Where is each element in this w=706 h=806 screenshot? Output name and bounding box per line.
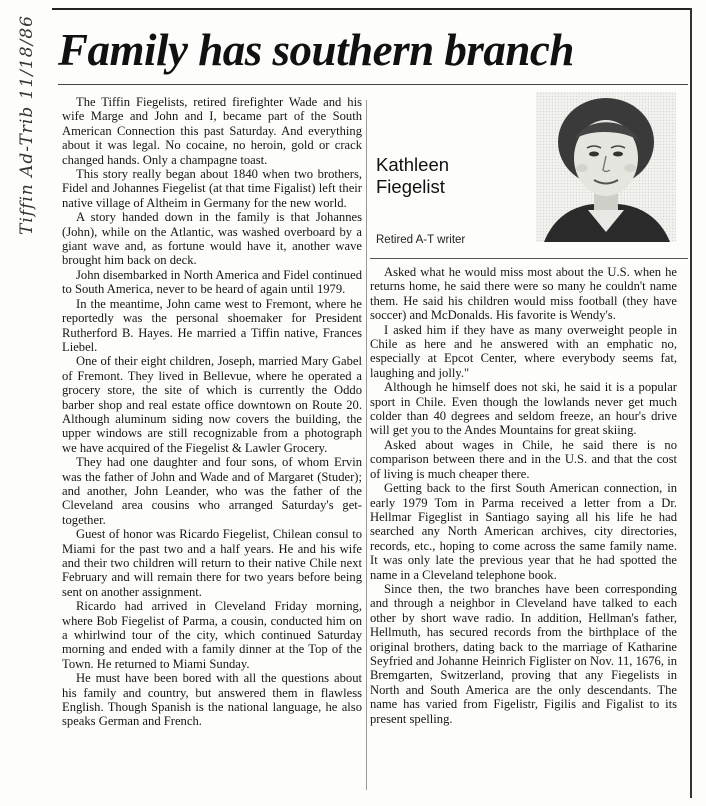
- paragraph: Guest of honor was Ricardo Fiegelist, Chilean consul to Miami for the past two and a half years. He and his wife and their two children will return to their native Chile next February and will remain there for two years before being sent on another assignment.: [62, 527, 362, 599]
- byline-name: [376, 154, 449, 198]
- paragraph: Asked about wages in Chile, he said there is no comparison between there and in the U.S. and that the cost of living is much cheaper there.: [370, 437, 677, 481]
- margin-note-text: Tiffin Ad-Trib 11/18/86: [17, 15, 37, 235]
- author-portrait-illustration: [536, 92, 676, 242]
- paragraph: They had one daughter and four sons, of whom Ervin was the father of John and Wade and of Margaret (Studer); and another, John Leander, who was the father of the Cleveland area cousins who arranged Saturday's get-together.: [62, 455, 362, 527]
- paragraph: He must have been bored with all the questions about his family and country, but answered them in flawless English. Though Spanish is the national language, he also speaks German and French.: [62, 671, 362, 729]
- right-border-rule: [690, 8, 692, 798]
- column-divider: [366, 100, 367, 790]
- paragraph: In the meantime, John came west to Fremont, where he reportedly was the personal shoemaker for President Rutherford B. Hayes. He married a Tiffin native, Frances Liebel.: [62, 296, 362, 354]
- paragraph: Although he himself does not ski, he said it is a popular sport in Chile. Even though the lowlands never get much colder than 40 degrees and seldom freeze, an hour's drive will get you to the Andes Mountains for great skiing.: [370, 380, 677, 438]
- author-photo: [536, 92, 676, 242]
- paragraph: This story really began about 1840 when two brothers, Fidel and Johannes Fiegelist (at that time Figalist) left their native village of Altheim in Germany for the new world.: [62, 167, 362, 210]
- paragraph: A story handed down in the family is that Johannes (John), while on the Atlantic, was washed overboard by a giant wave and, as fortune would have it, another wave brought him back on deck.: [62, 210, 362, 268]
- top-border-rule: [52, 8, 692, 10]
- paragraph: Asked what he would miss most about the U.S. when he returns home, he said there were so many he couldn't name them. He said his children would miss football (they have soccer) and McDonalds. His favorite is Wendy's.: [370, 265, 677, 323]
- byline-box: [370, 92, 688, 256]
- article-column-1: [62, 95, 362, 729]
- paragraph: Ricardo had arrived in Cleveland Friday morning, where Bob Fiegelist of Parma, a cousin, conducted him on a whirlwind tour of the city, which continued Saturday morning and ended with a family dinner at the Top of the Town. He returned to Miami Sunday.: [62, 599, 362, 671]
- paragraph: The Tiffin Fiegelists, retired firefighter Wade and his wife Marge and John and I, became part of the South American Connection this past Saturday. And everything about it was legal. No cocaine, no heroin, gold or crack changed hands. Only a champagne toast.: [62, 95, 362, 167]
- paragraph: Since then, the two branches have been corresponding and through a neighbor in Cleveland have talked to each other by short wave radio. In addition, Hellman's father, Hellmuth, has secured records from the birthplace of the original brothers, dating back to the marriage of Katharine Seyfried and Johanne Heinrich Figlister on Nov. 11, 1676, in Bremgarten, Switzerland, proving that any Fiegelists in North and South America are the only descendants. The name has varied from Figelistr, Figilis and Figalist to its present spelling.: [370, 581, 677, 726]
- byline-divider: [370, 258, 688, 259]
- article-column-2: [370, 265, 677, 726]
- headline-divider: [58, 84, 688, 85]
- byline-last-name: Fiegelist: [376, 176, 445, 197]
- byline-title: Retired A-T writer: [376, 234, 466, 246]
- paragraph: Getting back to the first South American connection, in early 1979 Tom in Parma received a letter from a Dr. Hellmar Figeglist in Santiago saying all his life he had searched any North American archives, city directories, records, etc., hoping to come across the same family name. It was only late the previous year that he had spotted the name in a Cleveland telephone book.: [370, 481, 677, 582]
- paragraph: One of their eight children, Joseph, married Mary Gabel of Fremont. They lived in Bellevue, where he operated a grocery store, the site of which is currently the Oddo barber shop and real estate office downtown on Route 20. Although aluminum siding now covers the building, the upper windows are still recognizable from a photograph we have acquired of the Fiegelist & Lawler Grocery.: [62, 354, 362, 455]
- handwritten-margin-note: [2, 15, 48, 240]
- paragraph: John disembarked in North America and Fidel continued to South America, never to be heard of again until 1979.: [62, 267, 362, 297]
- byline-first-name: Kathleen: [376, 154, 450, 175]
- paragraph: I asked him if they have as many overweight people in Chile as here and he answered with an emphatic no, especially at Epcot Center, where everybody seems fat, laughing and jolly.": [370, 322, 677, 380]
- headline: Family has southern branch: [58, 25, 574, 75]
